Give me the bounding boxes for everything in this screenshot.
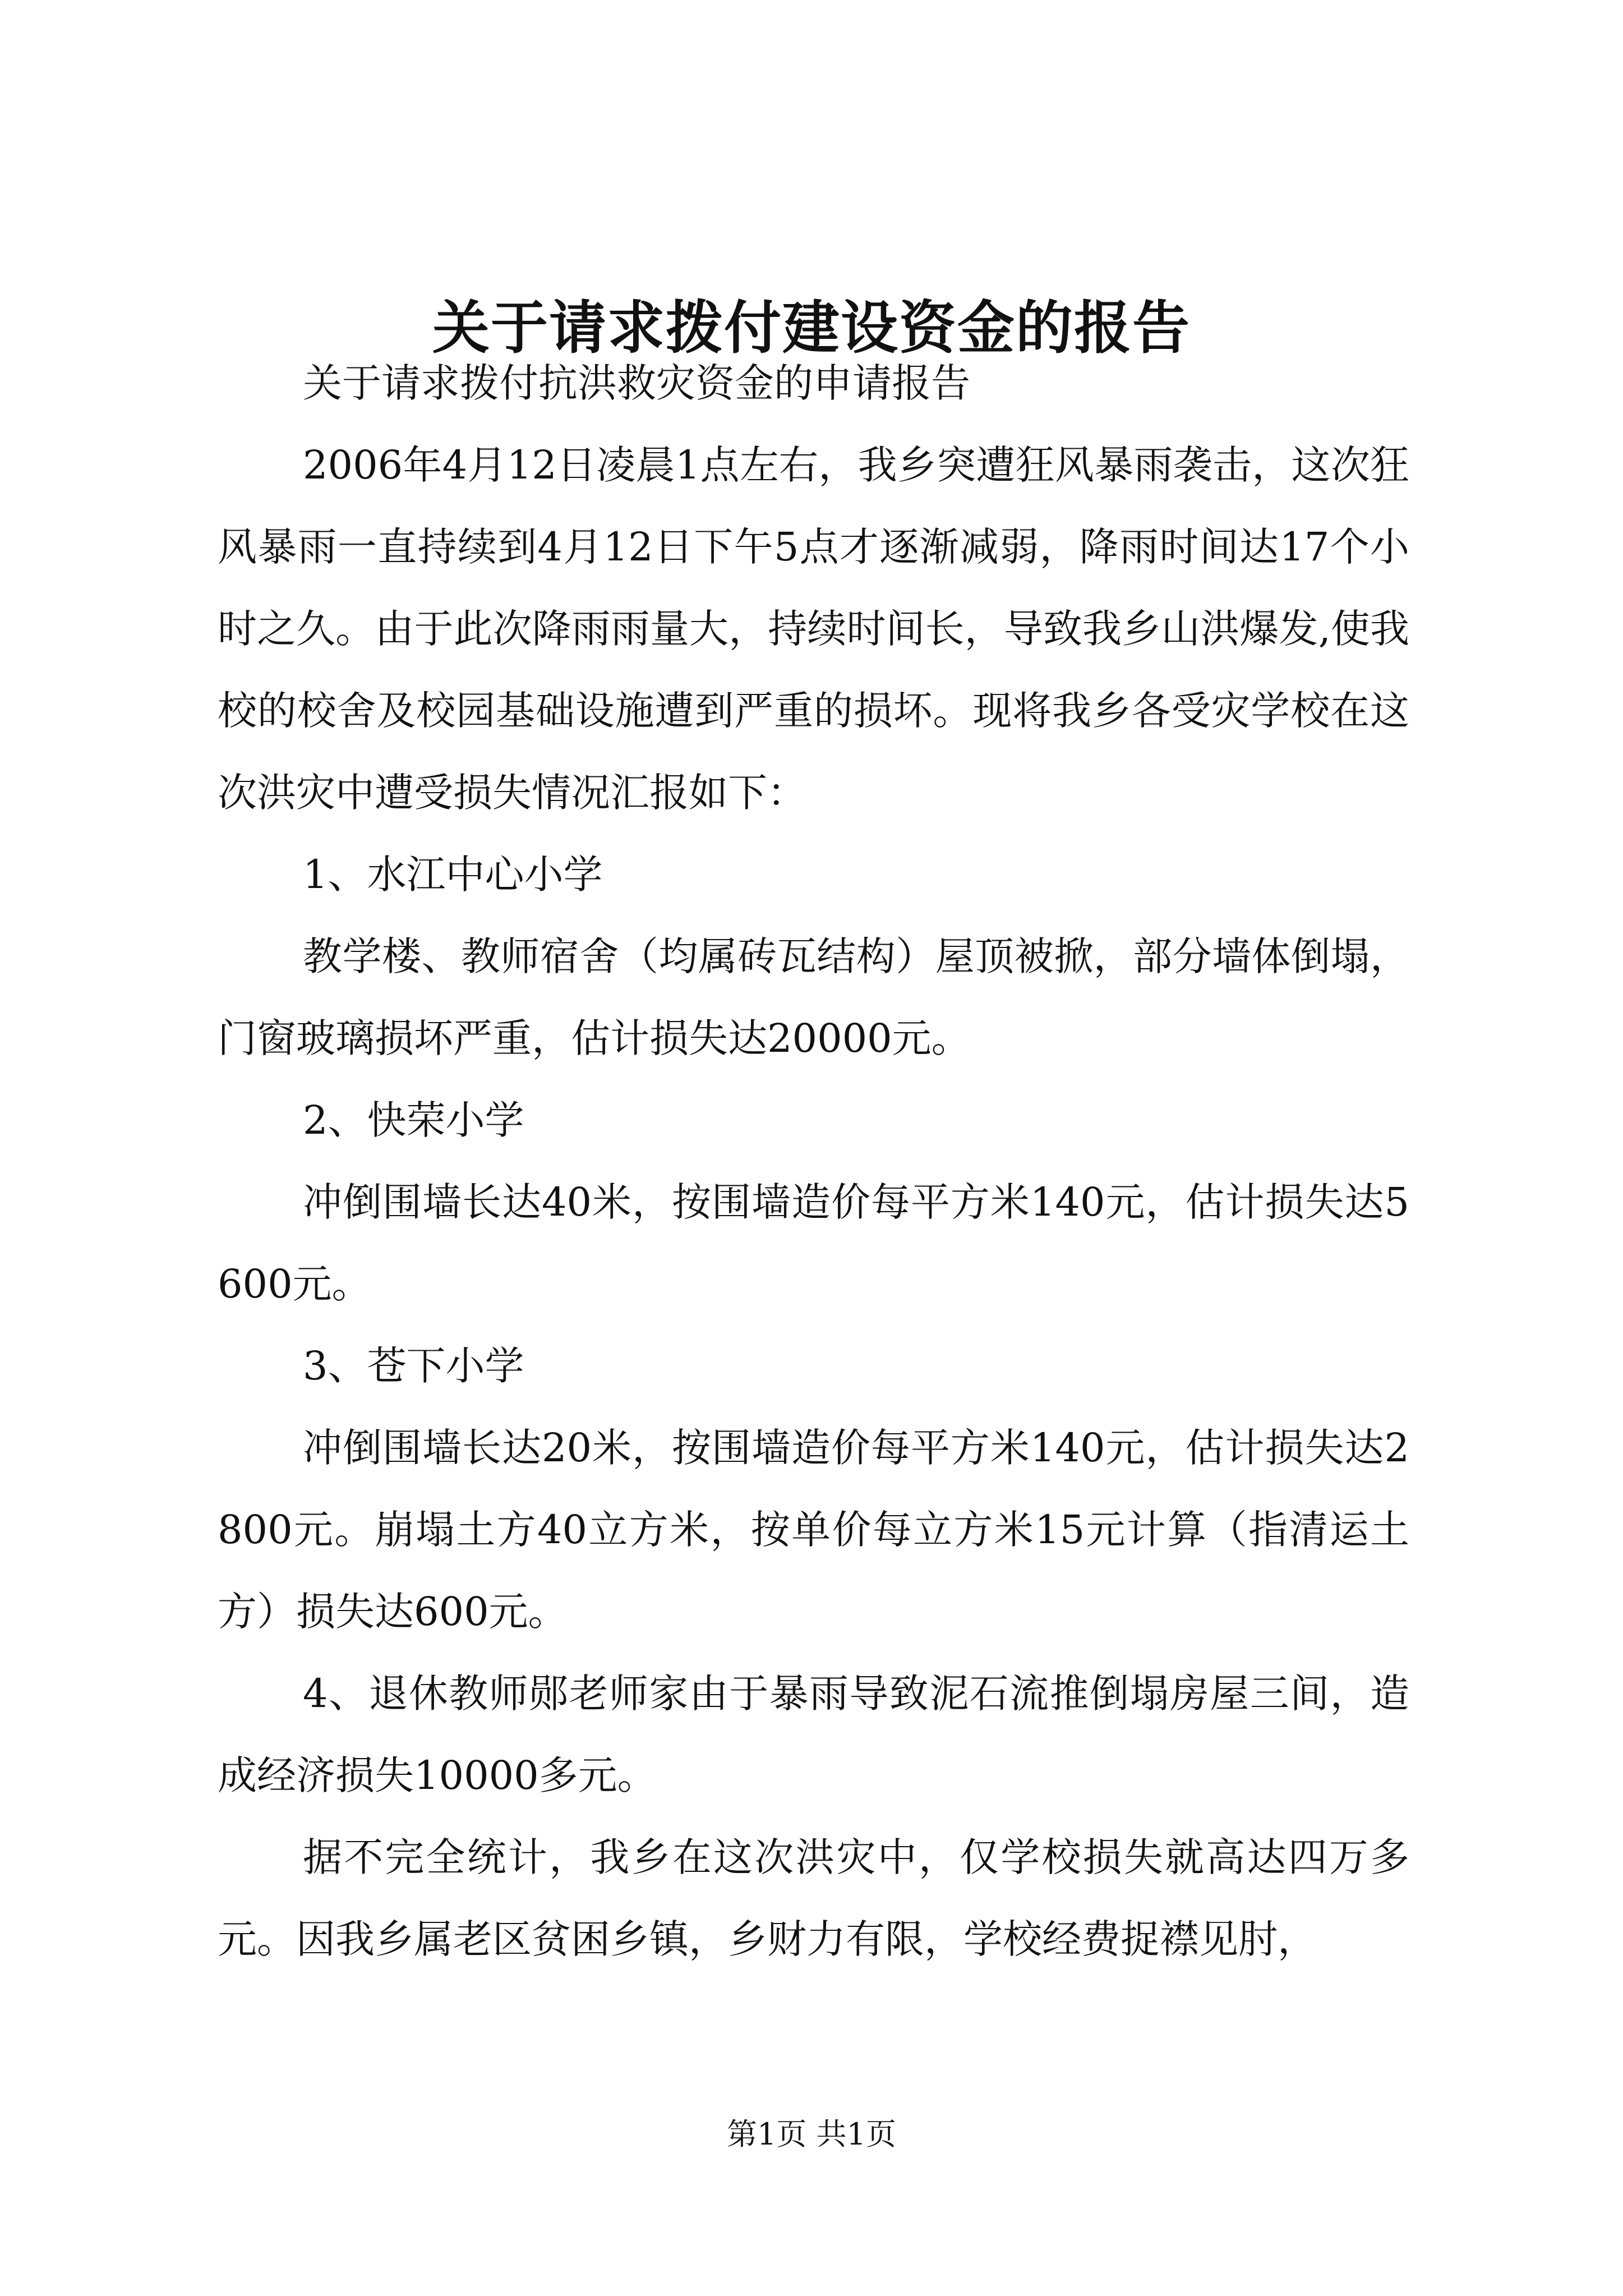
paragraph-school-2-detail: 冲倒围墙长达40米，按围墙造价每平方米140元，估计损失达5600元。 bbox=[218, 1179, 1409, 1307]
paragraph-incident: 2006年4月12日凌晨1点左右，我乡突遭狂风暴雨袭击，这次狂风暴雨一直持续到4月12日下午5点才逐渐减弱，降雨时间达17个小时之久。由于此次降雨雨量大，持续时间长，导致我乡山洪爆发,使我校的校舍及校园基础设施遭到严重的损坏。现将我乡各受灾学校在这次洪灾中遭受损失情况汇报如下： bbox=[218, 442, 1409, 816]
document-body bbox=[218, 342, 1409, 1980]
page-footer: 第1页 共1页 bbox=[727, 2116, 896, 2152]
paragraph-school-2-heading: 2、快荣小学 bbox=[303, 1097, 524, 1143]
paragraph-school-1-heading: 1、水江中心小学 bbox=[303, 852, 603, 898]
paragraph-summary: 据不完全统计，我乡在这次洪灾中，仅学校损失就高达四万多元。因我乡属老区贫困乡镇，乡财力有限，学校经费捉襟见肘， bbox=[218, 1834, 1409, 1962]
document-title: 关于请求拨付建设资金的报告 bbox=[432, 295, 1191, 362]
paragraph-item-4: 4、退休教师郧老师家由于暴雨导致泥石流推倒塌房屋三间，造成经济损失10000多元。 bbox=[218, 1671, 1409, 1798]
paragraph-school-3-heading: 3、苍下小学 bbox=[303, 1343, 524, 1389]
paragraph-school-3-detail: 冲倒围墙长达20米，按围墙造价每平方米140元，估计损失达2800元。崩塌土方40立方米，按单价每立方米15元计算（指清运土方）损失达600元。 bbox=[218, 1425, 1409, 1635]
paragraph-school-1-detail: 教学楼、教师宿舍（均属砖瓦结构）屋顶被掀，部分墙体倒塌，门窗玻璃损坏严重，估计损失达20000元。 bbox=[218, 933, 1409, 1061]
paragraph-subtitle: 关于请求拨付抗洪救灾资金的申请报告 bbox=[303, 360, 970, 406]
